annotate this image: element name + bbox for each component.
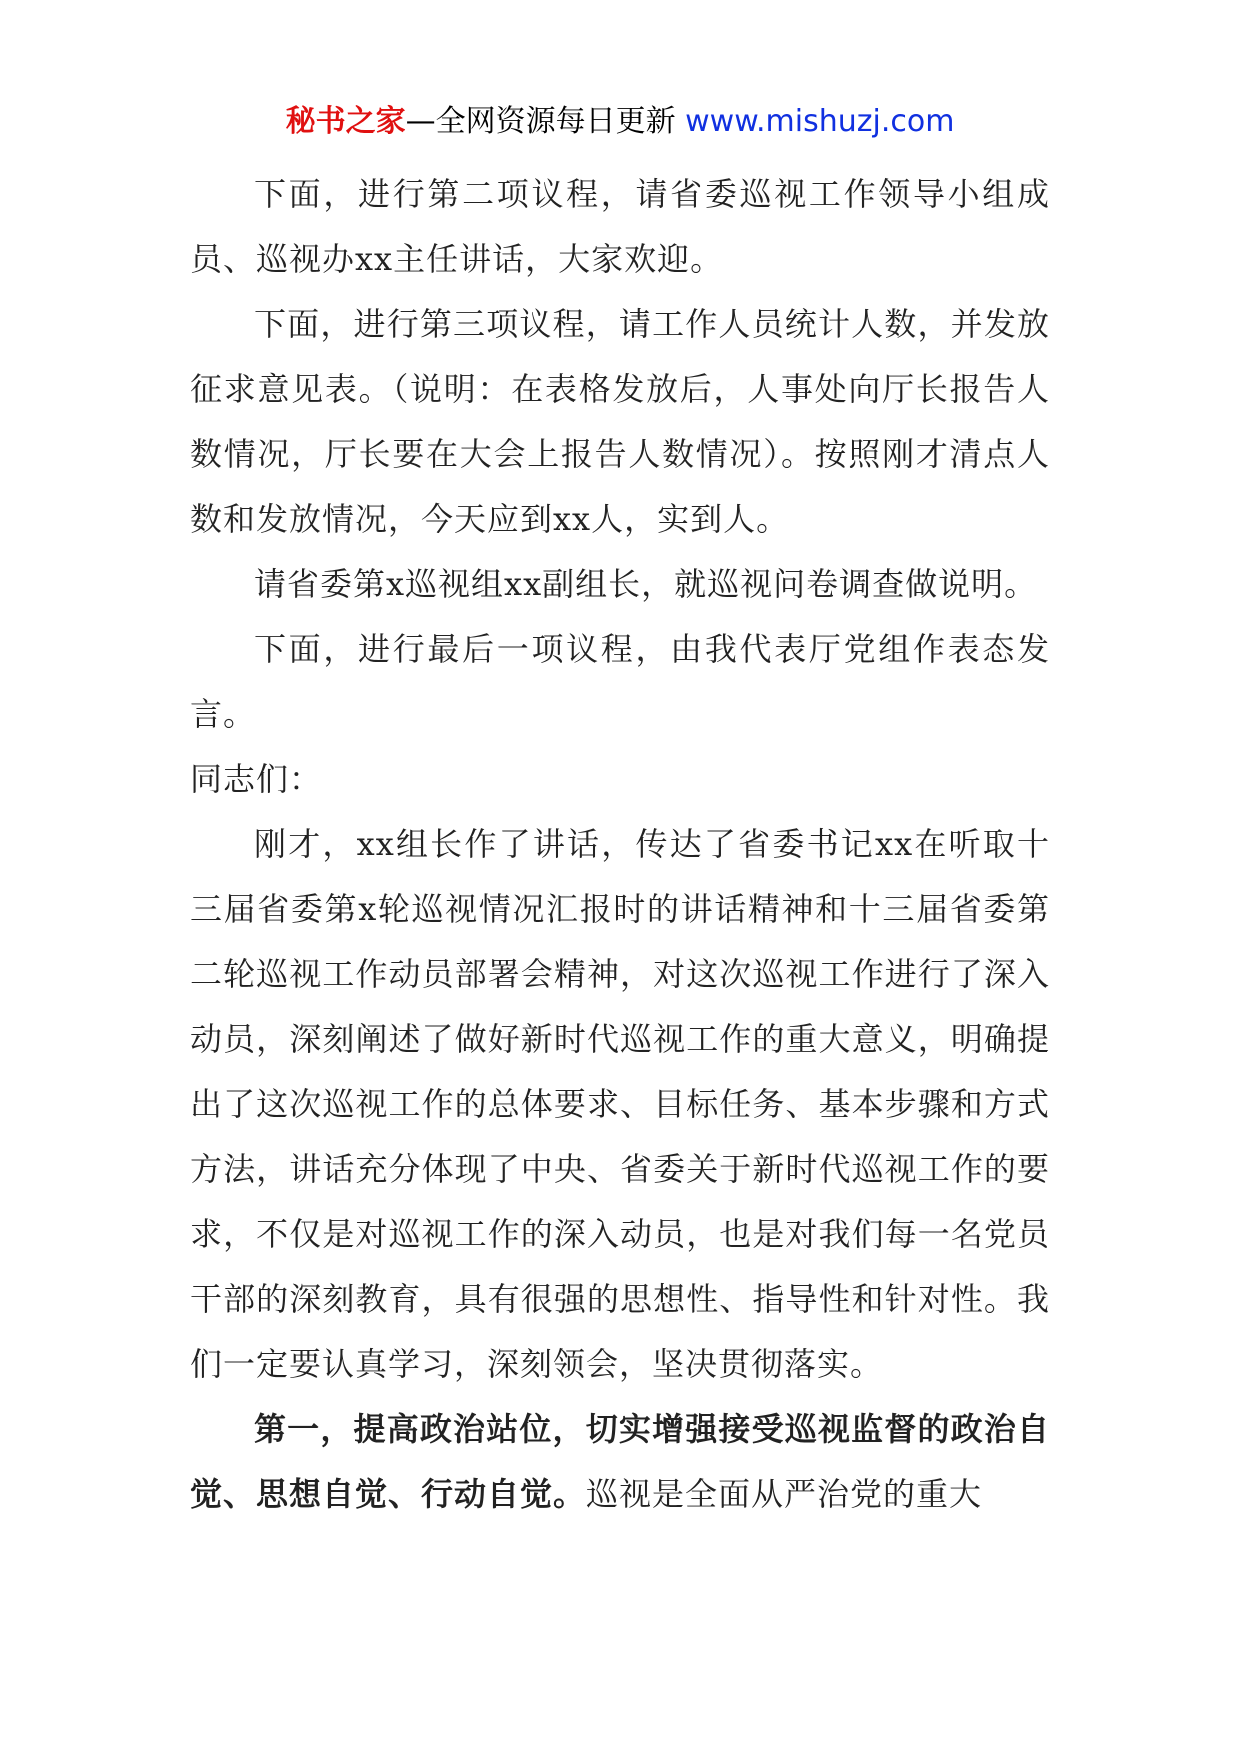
site-brand: 秘书之家 — [285, 104, 406, 139]
point-one-heading: 第一，提高政治站位，切实增强接受巡视监督的政治自觉、思想自觉、行动自觉。 — [190, 1410, 1050, 1513]
site-url-link[interactable]: www.mishuzj.com — [685, 104, 955, 139]
paragraph-agenda-three: 下面，进行第三项议程，请工作人员统计人数，并发放征求意见表。（说明：在表格发放后，人事处向厅长报告人数情况，厅长要在大会上报告人数情况）。按照刚才清点人数和发放情况，今天应到xx人，实到人。 — [190, 305, 1050, 538]
paragraph-agenda-two: 下面，进行第二项议程，请省委巡视工作领导小组成员、巡视办xx主任讲话，大家欢迎。 — [190, 175, 1050, 278]
paragraph-questionnaire: 请省委第x巡视组xx副组长，就巡视问卷调查做说明。 — [254, 565, 1038, 603]
paragraph-speech-summary: 刚才，xx组长作了讲话，传达了省委书记xx在听取十三届省委第x轮巡视情况汇报时的讲话精神和十三届省委第二轮巡视工作动员部署会精神，对这次巡视工作进行了深入动员，深刻阐述了做好新时代巡视工作的重大意义，明确提出了这次巡视工作的总体要求、目标任务、基本步骤和方式方法，讲话充分体现了中央、省委关于新时代巡视工作的要求，不仅是对巡视工作的深入动员，也是对我们每一名党员干部的深刻教育，具有很强的思想性、指导性和针对性。我们一定要认真学习，深刻领会，坚决贯彻落实。 — [190, 825, 1050, 1383]
document-body — [190, 162, 1050, 1527]
paragraph-point-one — [190, 1397, 1050, 1527]
paragraph-final-agenda: 下面，进行最后一项议程，由我代表厅党组作表态发言。 — [190, 630, 1050, 733]
site-slogan: —全网资源每日更新 — [405, 104, 676, 139]
page-header — [0, 102, 1240, 142]
point-one-text: 巡视是全面从严治党的重大 — [586, 1475, 983, 1513]
paragraph-salutation: 同志们： — [190, 760, 323, 798]
